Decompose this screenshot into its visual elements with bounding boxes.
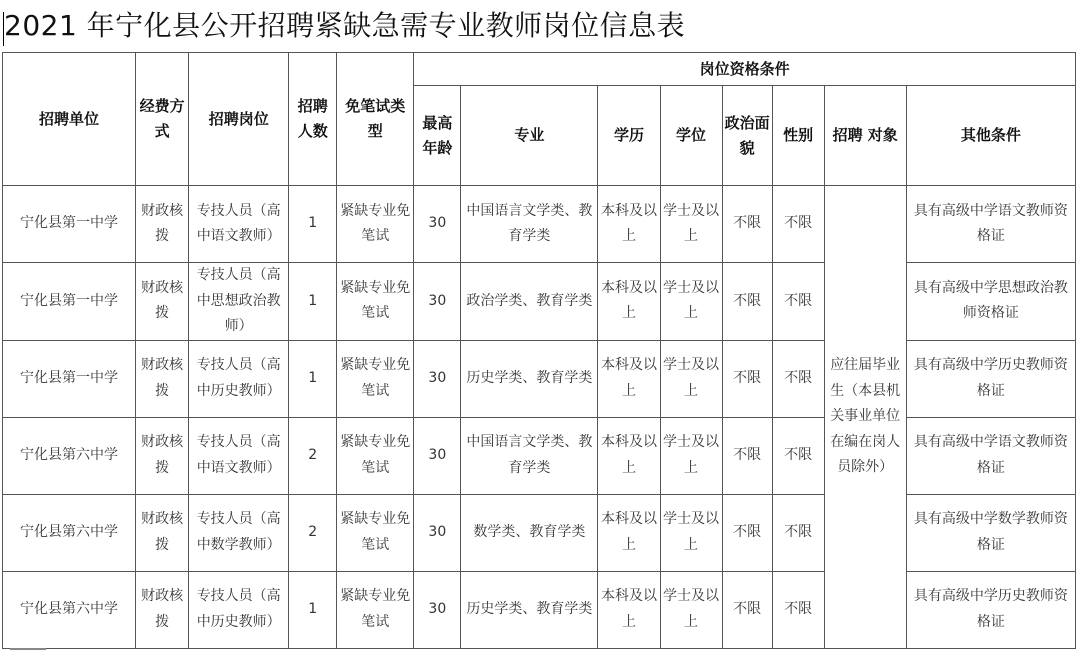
cell-degree: 学士及以上 [660, 340, 722, 417]
header-target: 招聘 对象 [824, 86, 906, 186]
cell-gender: 不限 [772, 263, 824, 341]
cell-exam-type: 紧缺专业免笔试 [337, 340, 414, 417]
cell-max-age: 30 [414, 417, 461, 494]
cell-count: 1 [289, 340, 337, 417]
cell-exam-type: 紧缺专业免笔试 [337, 186, 414, 263]
cell-unit: 宁化县第六中学 [3, 417, 136, 494]
cell-other: 具有高级中学数学教师资格证 [906, 494, 1075, 571]
cell-funding: 财政核拨 [136, 263, 189, 341]
cell-major: 历史学类、教育学类 [461, 340, 598, 417]
header-major: 专业 [461, 86, 598, 186]
cell-funding: 财政核拨 [136, 340, 189, 417]
cell-education: 本科及以上 [598, 186, 660, 263]
cell-exam-type: 紧缺专业免笔试 [337, 263, 414, 341]
cell-gender: 不限 [772, 340, 824, 417]
cell-exam-type: 紧缺专业免笔试 [337, 571, 414, 648]
cell-education: 本科及以上 [598, 263, 660, 341]
cell-position: 专技人员（高中思想政治教师） [189, 263, 289, 341]
header-education: 学历 [598, 86, 660, 186]
table-row [3, 186, 1076, 263]
header-gender: 性别 [772, 86, 824, 186]
cell-unit: 宁化县第六中学 [3, 571, 136, 648]
cell-funding: 财政核拨 [136, 186, 189, 263]
cell-degree: 学士及以上 [660, 186, 722, 263]
header-other: 其他条件 [906, 86, 1075, 186]
cell-position: 专技人员（高中数学教师） [189, 494, 289, 571]
cell-major: 历史学类、教育学类 [461, 571, 598, 648]
cell-funding: 财政核拨 [136, 571, 189, 648]
cell-gender: 不限 [772, 186, 824, 263]
cell-other: 具有高级中学历史教师资格证 [906, 340, 1075, 417]
table-row [3, 417, 1076, 494]
cell-major: 数学类、教育学类 [461, 494, 598, 571]
cell-unit: 宁化县第六中学 [3, 494, 136, 571]
cell-position: 专技人员（高中语文教师） [189, 186, 289, 263]
cell-political: 不限 [722, 571, 772, 648]
cell-other: 具有高级中学思想政治教师资格证 [906, 263, 1075, 341]
cell-other: 具有高级中学历史教师资格证 [906, 571, 1075, 648]
cell-unit: 宁化县第一中学 [3, 186, 136, 263]
table-row [3, 340, 1076, 417]
cell-position: 专技人员（高中历史教师） [189, 340, 289, 417]
cell-max-age: 30 [414, 340, 461, 417]
cell-gender: 不限 [772, 494, 824, 571]
page-title: 2021 年宁化县公开招聘紧缺急需专业教师岗位信息表 [4, 9, 686, 42]
cell-max-age: 30 [414, 186, 461, 263]
table-row [3, 263, 1076, 341]
header-qualification-group: 岗位资格条件 [414, 53, 1076, 86]
cell-degree: 学士及以上 [660, 417, 722, 494]
header-unit: 招聘单位 [3, 53, 136, 186]
cell-target-shared: 应往届毕业生（本县机关事业单位在编在岗人员除外） [824, 186, 906, 649]
cell-position: 专技人员（高中语文教师） [189, 417, 289, 494]
cell-count: 2 [289, 494, 337, 571]
cell-other: 具有高级中学语文教师资格证 [906, 417, 1075, 494]
cell-max-age: 30 [414, 263, 461, 341]
cell-major: 中国语言文学类、教育学类 [461, 186, 598, 263]
cell-education: 本科及以上 [598, 571, 660, 648]
cell-max-age: 30 [414, 494, 461, 571]
cell-funding: 财政核拨 [136, 494, 189, 571]
cell-gender: 不限 [772, 571, 824, 648]
cell-count: 1 [289, 263, 337, 341]
cell-degree: 学士及以上 [660, 263, 722, 341]
header-position: 招聘岗位 [189, 53, 289, 186]
header-exam-type: 免笔试类型 [337, 53, 414, 186]
header-row-top [3, 53, 1076, 86]
cell-political: 不限 [722, 186, 772, 263]
cell-exam-type: 紧缺专业免笔试 [337, 494, 414, 571]
table-row [3, 494, 1076, 571]
cell-max-age: 30 [414, 571, 461, 648]
cell-education: 本科及以上 [598, 417, 660, 494]
cell-count: 2 [289, 417, 337, 494]
page-edge-mark [10, 648, 46, 650]
cell-major: 政治学类、教育学类 [461, 263, 598, 341]
cell-political: 不限 [722, 494, 772, 571]
cell-count: 1 [289, 186, 337, 263]
header-degree: 学位 [660, 86, 722, 186]
header-count: 招聘人数 [289, 53, 337, 186]
cell-political: 不限 [722, 340, 772, 417]
cell-exam-type: 紧缺专业免笔试 [337, 417, 414, 494]
header-political: 政治面貌 [722, 86, 772, 186]
cell-political: 不限 [722, 263, 772, 341]
cell-gender: 不限 [772, 417, 824, 494]
cell-other: 具有高级中学语文教师资格证 [906, 186, 1075, 263]
cell-education: 本科及以上 [598, 340, 660, 417]
header-funding: 经费方式 [136, 53, 189, 186]
recruitment-table [2, 52, 1076, 649]
header-max-age: 最高年龄 [414, 86, 461, 186]
cell-degree: 学士及以上 [660, 571, 722, 648]
cell-count: 1 [289, 571, 337, 648]
cell-education: 本科及以上 [598, 494, 660, 571]
cell-political: 不限 [722, 417, 772, 494]
cell-unit: 宁化县第一中学 [3, 263, 136, 341]
table-row [3, 571, 1076, 648]
cell-degree: 学士及以上 [660, 494, 722, 571]
cell-funding: 财政核拨 [136, 417, 189, 494]
cell-unit: 宁化县第一中学 [3, 340, 136, 417]
cell-major: 中国语言文学类、教育学类 [461, 417, 598, 494]
cell-position: 专技人员（高中历史教师） [189, 571, 289, 648]
